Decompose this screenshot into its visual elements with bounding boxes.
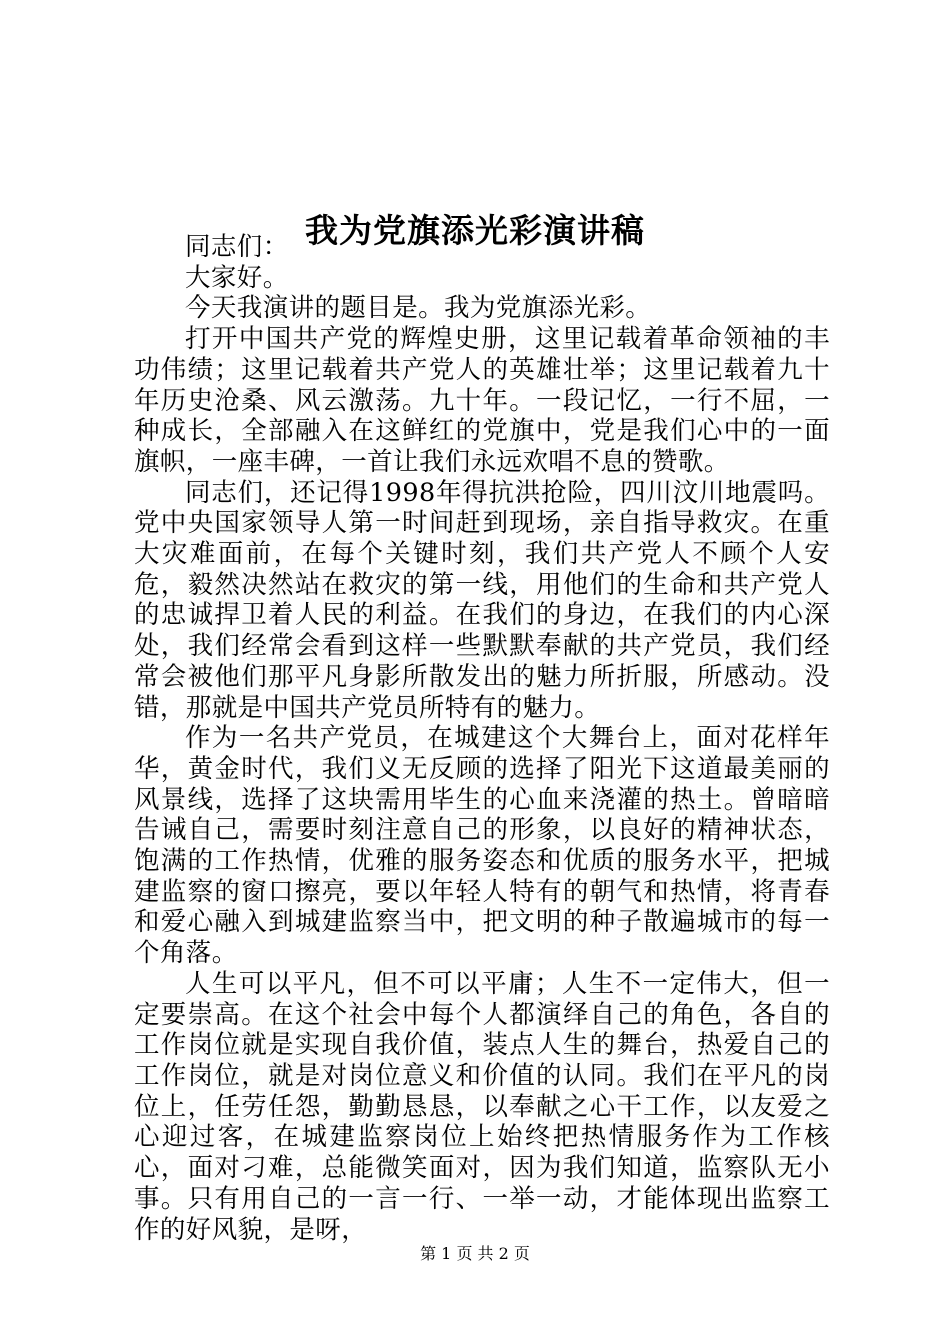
page-footer: 第 1 页 共 2 页: [420, 1244, 530, 1263]
paragraph-greeting: 大家好。: [185, 262, 289, 293]
paragraph-history: 打开中国共产党的辉煌史册，这里记载着革命领袖的丰功伟绩；这里记载着共产党人的英雄壮举；这里记载着九十年历史沧桑、风云激荡。九十年。一段记忆，一行不屈，一种成长，全部融入在这鲜红的党旗中，党是我们心中的一面旗帜，一座丰碑，一首让我们永远欢唱不息的赞歌。: [134, 324, 830, 477]
document-title: 我为党旗添光彩演讲稿: [305, 211, 645, 251]
document-body: [134, 232, 830, 1245]
paragraph-disaster-relief: 同志们，还记得1998年得抗洪抢险，四川汶川地震吗。党中央国家领导人第一时间赶到现场，亲自指导救灾。在重大灾难面前，在每个关键时刻，我们共产党人不顾个人安危，毅然决然站在救灾的第一线，用他们的生命和共产党人的忠诚捍卫着人民的利益。在我们的身边，在我们的内心深处，我们经常会看到这样一些默默奉献的共产党员，我们经常会被他们那平凡身影所散发出的魅力所折服，所感动。没错，那就是中国共产党员所特有的魅力。: [134, 477, 830, 723]
paragraph-topic: 今天我演讲的题目是。我为党旗添光彩。: [185, 293, 652, 324]
paragraph-ordinary-life: 人生可以平凡，但不可以平庸；人生不一定伟大，但一定要崇高。在这个社会中每个人都演绎自己的角色，各自的工作岗位就是实现自我价值，装点人生的舞台，热爱自己的工作岗位，就是对岗位意义和价值的认同。我们在平凡的岗位上，任劳任怨，勤勤恳恳，以奉献之心干工作，以友爱之心迎过客，在城建监察岗位上始终把热情服务作为工作核心，面对刁难，总能微笑面对，因为我们知道，监察队无小事。只有用自己的一言一行、一举一动，才能体现出监察工作的好风貌，是呀，: [134, 968, 830, 1245]
paragraph-salutation: 同志们：: [185, 232, 289, 262]
paragraph-urban-construction: 作为一名共产党员，在城建这个大舞台上，面对花样年华，黄金时代，我们义无反顾的选择了阳光下这道最美丽的风景线，选择了这块需用毕生的心血来浇灌的热土。曾暗暗告诫自己，需要时刻注意自己的形象，以良好的精神状态，饱满的工作热情，优雅的服务姿态和优质的服务水平，把城建监察的窗口擦亮，要以年轻人特有的朝气和热情，将青春和爱心融入到城建监察当中，把文明的种子散遍城市的每一个角落。: [134, 723, 830, 969]
